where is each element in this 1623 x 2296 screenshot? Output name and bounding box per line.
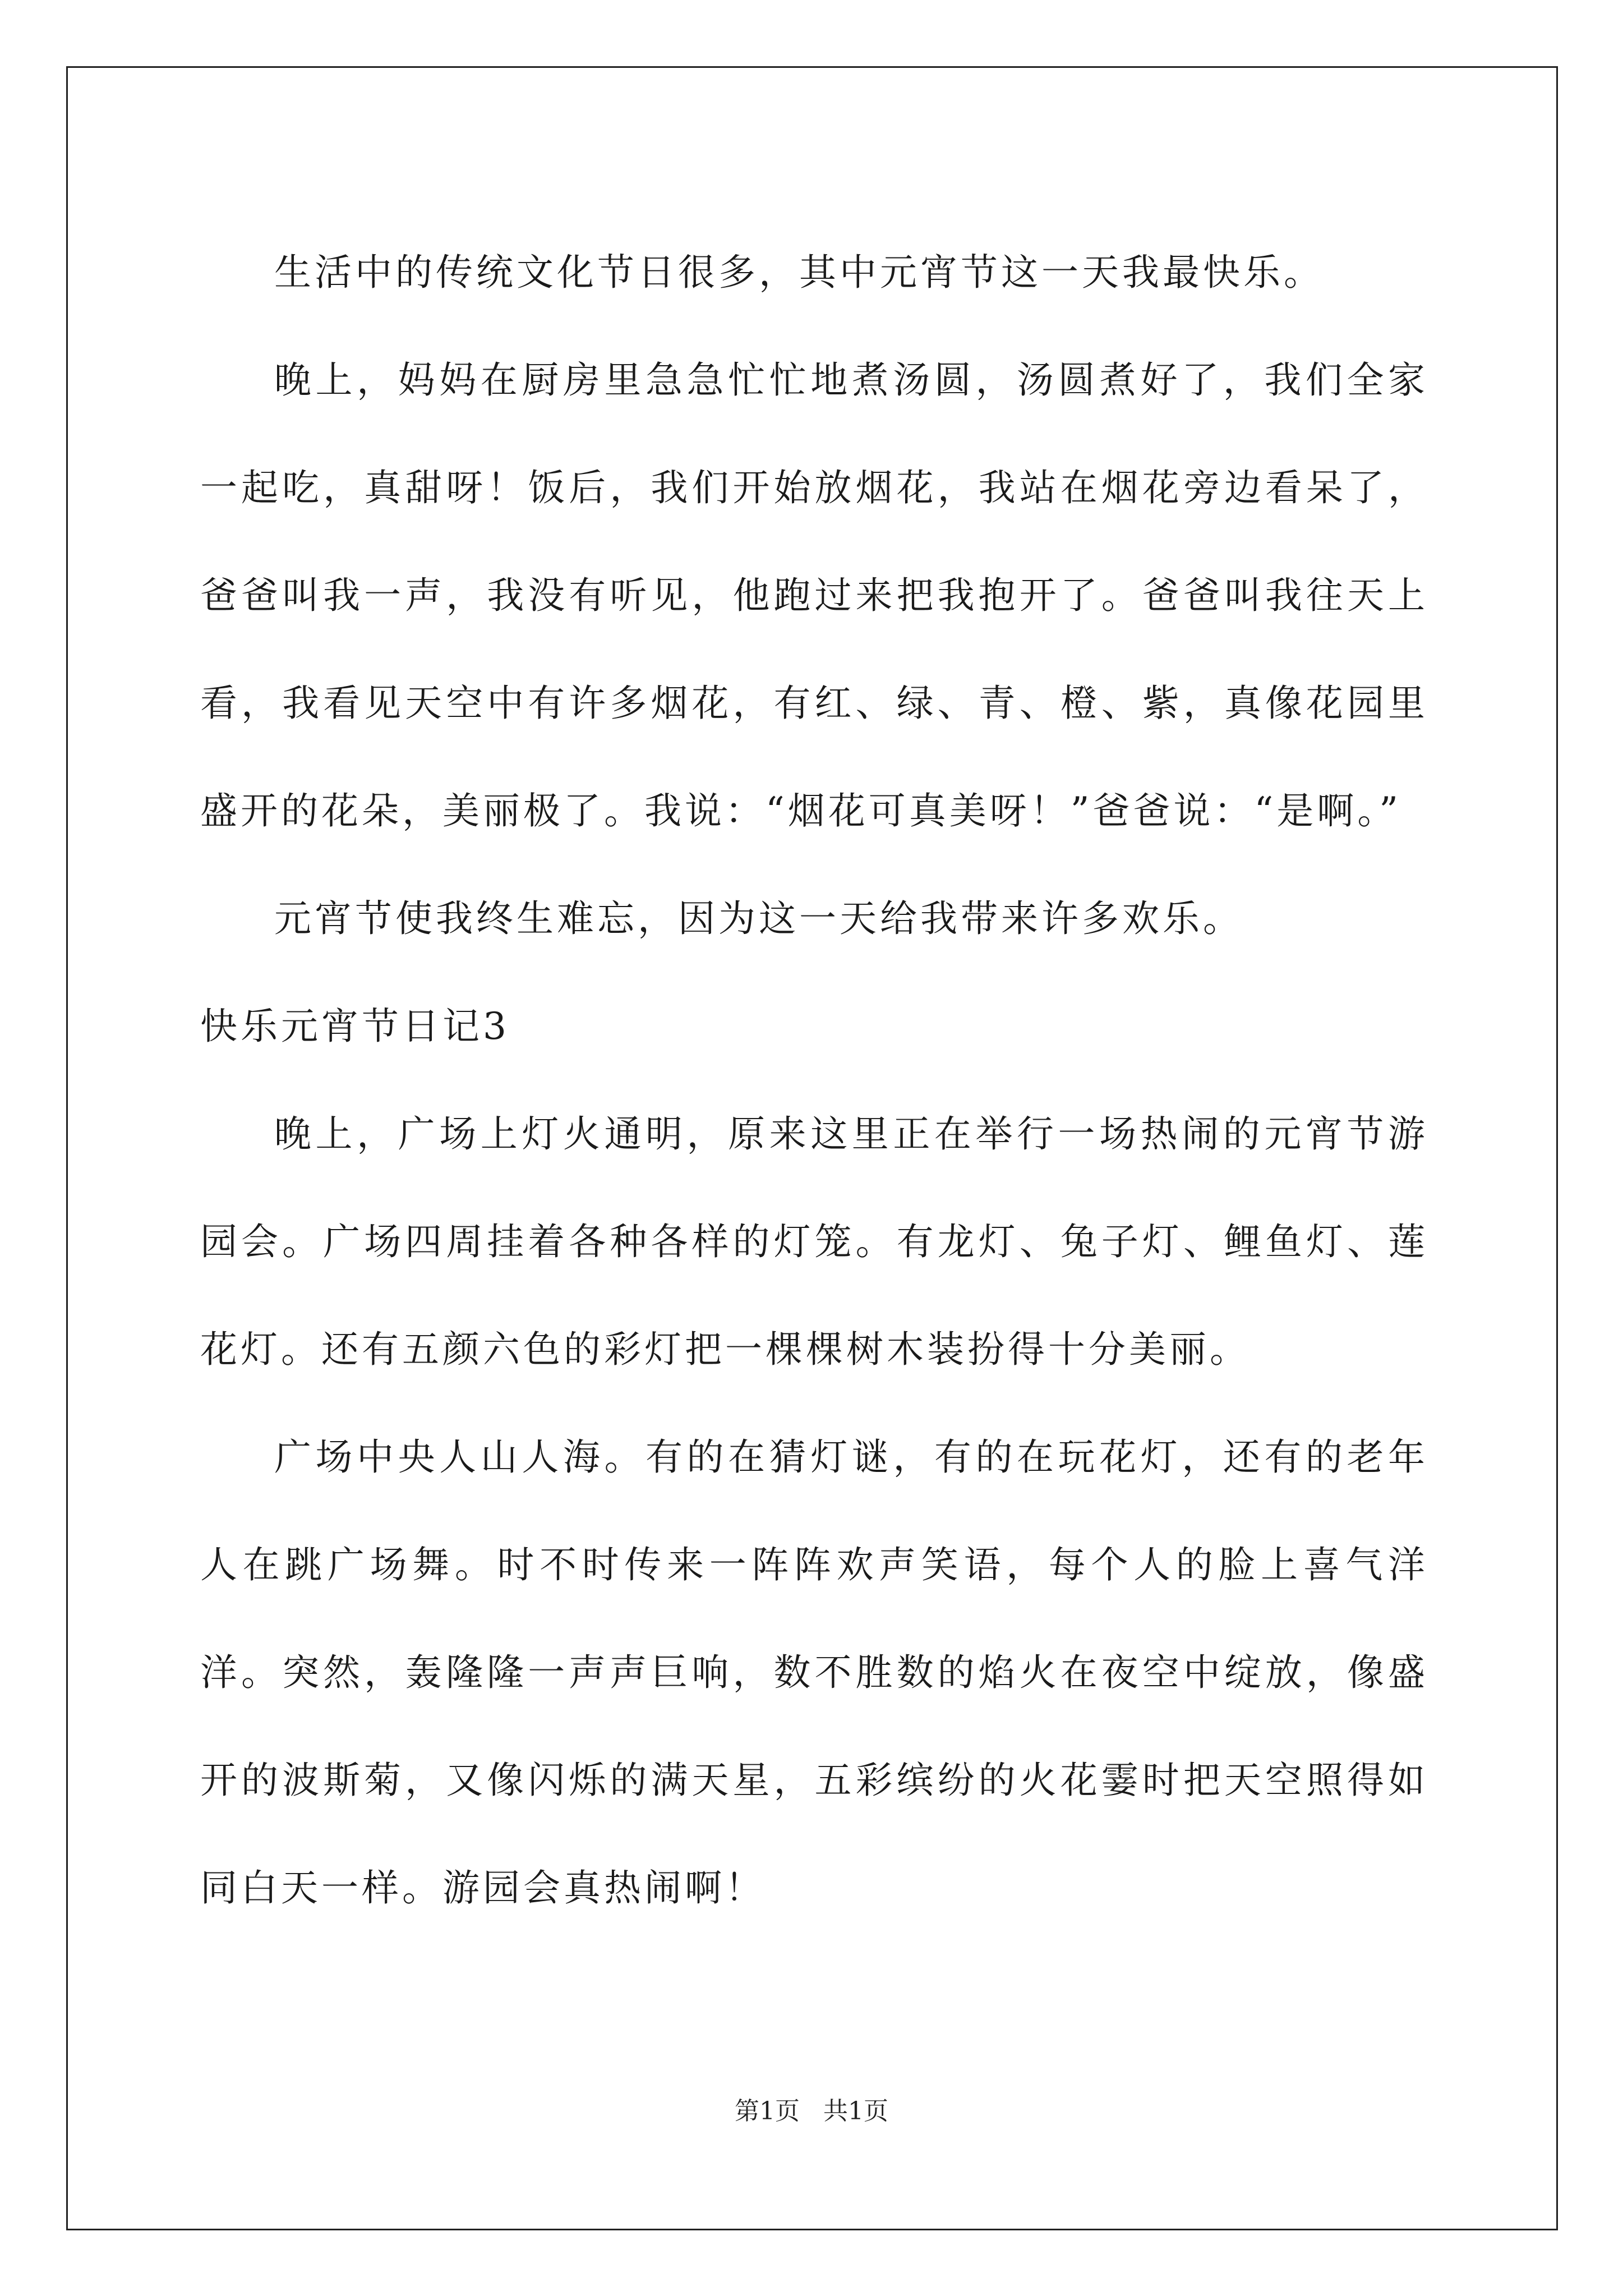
paragraph-intro: 生活中的传统文化节日很多，其中元宵节这一天我最快乐。: [274, 251, 1324, 294]
paragraph-garden-party: 晚上，广场上灯火通明，原来这里正在举行一场热闹的元宵节游园会。广场四周挂着各种各样的灯笼。有龙灯、兔子灯、鲤鱼灯、莲花灯。还有五颜六色的彩灯把一棵棵树木装扮得十分美丽。: [200, 1112, 1428, 1371]
page-footer: [0, 2095, 1623, 2128]
paragraph-unforgettable: 元宵节使我终生难忘，因为这一天给我带来许多欢乐。: [274, 897, 1243, 940]
page-number-total: 共1页: [823, 2097, 888, 2125]
section-heading: 快乐元宵节日记3: [200, 1005, 510, 1048]
paragraph-square-crowd: 广场中央人山人海。有的在猜灯谜，有的在玩花灯，还有的老年人在跳广场舞。时不时传来一阵阵欢声笑语，每个人的脸上喜气洋洋。突然，轰隆隆一声声巨响，数不胜数的焰火在夜空中绽放，像盛开的波斯菊，又像闪烁的满天星，五彩缤纷的火花霎时把天空照得如同白天一样。游园会真热闹啊！: [200, 1435, 1428, 1910]
document-body: [200, 219, 1428, 1942]
page-number-current: 第1页: [735, 2097, 800, 2125]
paragraph-evening-fireworks: 晚上，妈妈在厨房里急急忙忙地煮汤圆，汤圆煮好了，我们全家一起吃，真甜呀！饭后，我们开始放烟花，我站在烟花旁边看呆了，爸爸叫我一声，我没有听见，他跑过来把我抱开了。爸爸叫我往天上看，我看见天空中有许多烟花，有红、绿、青、橙、紫，真像花园里盛开的花朵，美丽极了。我说：“烟花可真美呀！”爸爸说：“是啊。”: [200, 358, 1428, 832]
